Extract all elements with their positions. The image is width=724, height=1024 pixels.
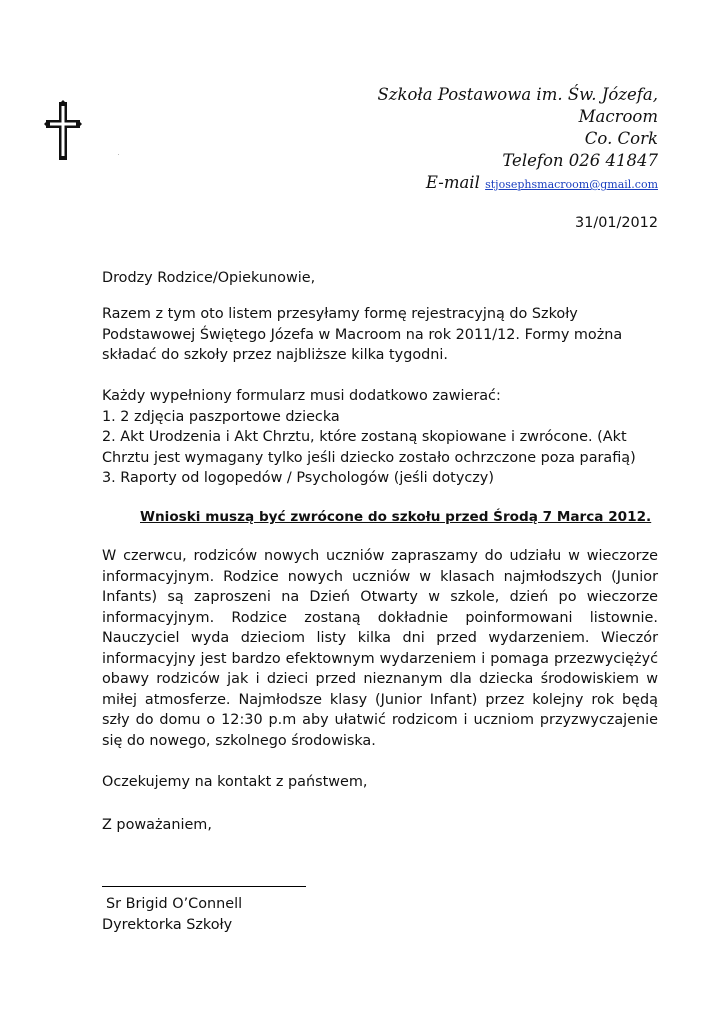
intro-paragraph	[102, 304, 658, 366]
requirement-item: 1. 2 zdjęcia paszportowe dziecka	[102, 408, 340, 425]
requirements-heading: Każdy wypełniony formularz musi dodatkowo zawierać:	[102, 388, 501, 404]
requirement-item: Chrztu jest wymagany tylko jeśli dziecko zostało ochrzczone poza parafią)	[102, 449, 636, 466]
cross-icon	[44, 100, 82, 162]
salutation: Z poważaniem,	[102, 817, 212, 833]
deadline-notice: Wnioski muszą być zwrócone do szkołu przed Środą 7 Marca 2012.	[140, 509, 652, 525]
requirement-item: 2. Akt Urodzenia i Akt Chrztu, które zostaną skopiowane i zwrócone. (Akt	[102, 429, 627, 445]
scan-speck	[118, 154, 119, 155]
school-name: Szkoła Postawowa im. Św. Józefa,	[377, 85, 658, 104]
school-county: Co. Cork	[584, 129, 658, 148]
school-town: Macroom	[578, 107, 658, 126]
school-email-row	[378, 172, 659, 196]
letter-date: 31/01/2012	[575, 215, 658, 231]
info-paragraph: W czerwcu, rodziców nowych uczniów zapraszamy do udziału w wieczorze informacyjnym. Rodzice nowych uczniów w klasach najmłodszych (Junior Infants) są zaproszeni na Dzień Otwarty w szkole, dzień po wieczorze informacyjnym. Rodzice zostaną dokładnie poinformowani listownie. Nauczyciel wyda dzieciom listy kilka dni przed wydarzeniem. Wieczór informacyjny jest bardzo efektownym wydarzeniem i pomaga przezwyciężyć obawy rodziców jak i dzieci przed nieznanym dla dziecka środowiskiem w miłej atmosferze. Najmłodsze klasy (Junior Infant) przez kolejny rok będą szły do domu o 12:30 p.m aby ułatwić rodzicom i uczniom przyzwyczajenie się do nowego, szkolnego środowiska.	[102, 548, 658, 749]
signatory-name: Sr Brigid O’Connell	[106, 896, 243, 912]
intro-line: Razem z tym oto listem przesyłamy formę rejestracyjną do Szkoły	[102, 306, 578, 322]
email-label: E-mail	[425, 173, 480, 192]
school-phone: Telefon 026 41847	[502, 151, 658, 170]
signatory-title: Dyrektorka Szkoły	[102, 917, 233, 933]
requirements-list	[102, 386, 658, 489]
intro-line: składać do szkoły przez najbliższe kilka tygodni.	[102, 347, 448, 363]
intro-line: Podstawowej Świętego Józefa w Macroom na rok 2011/12. Formy można	[102, 326, 623, 343]
closing-line: Oczekujemy na kontakt z państwem,	[102, 774, 368, 790]
email-link[interactable]: stjosephsmacroom@gmail.com	[485, 178, 658, 191]
greeting: Drodzy Rodzice/Opiekunowie,	[102, 270, 316, 286]
letterhead	[378, 84, 659, 196]
requirement-item: 3. Raporty od logopedów / Psychologów (jeśli dotyczy)	[102, 470, 494, 486]
signature-line	[102, 886, 306, 887]
